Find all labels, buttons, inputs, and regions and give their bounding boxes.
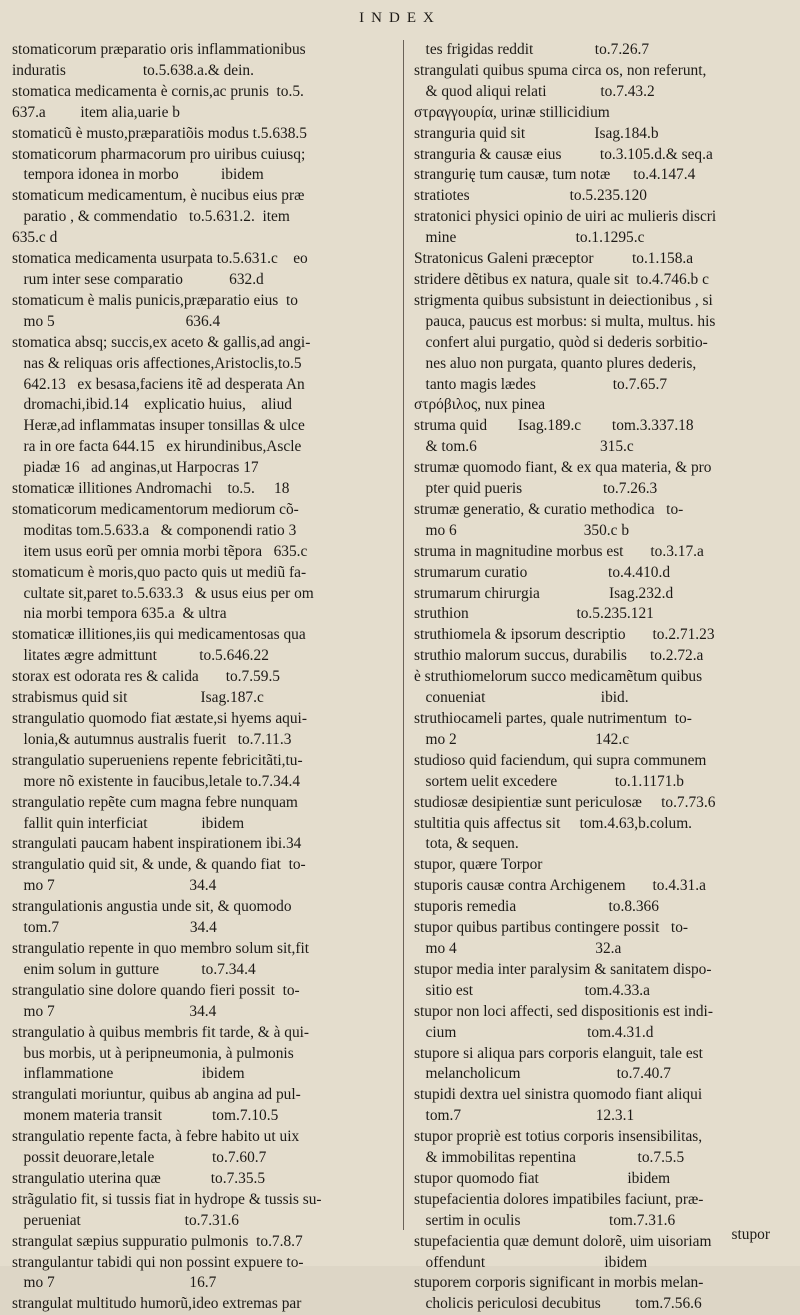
index-line: nas & reliquas oris affectiones,Aristoclis,to.5 [12,354,302,372]
index-line: stridere dẽtibus ex natura, quale sit to.4.746.b c [414,270,709,288]
index-line: strumarum curatio to.4.410.d [414,563,671,581]
index-line: strangulatio uterina quæ to.7.35.5 [12,1169,266,1187]
index-line: stomaticæ illitiones,iis qui medicamentosas qua [12,626,306,644]
index-line: stupefacientia dolores impatibiles faciunt, præ- [414,1190,704,1208]
index-line: struthiocameli partes, quale nutrimentum to- [414,710,692,727]
index-line: storax est odorata res & calida to.7.59.5 [12,668,280,686]
index-line: mo 2 142.c [414,730,630,748]
index-line: stomaticorum pharmacorum pro uiribus cuiusq; [12,145,306,163]
index-line: strangulati moriuntur, quibus ab angina ad pul- [12,1086,301,1104]
index-line: litates ægre admittunt to.5.646.22 [12,647,269,665]
index-line: studiosæ desipientiæ sunt periculosæ to.7.73.6 [414,793,716,811]
left-column [12,40,396,1315]
index-line: strangulatio quid sit, & unde, & quando fiat to- [12,856,306,874]
index-line: strangulantur tabidi qui non possint expuere to- [12,1253,304,1271]
index-line: mine to.1.1295.c [414,229,645,247]
index-line: stranguria & causæ eius to.3.105.d.& seq.a [414,145,713,163]
index-line: stomaticum è moris,quo pacto quis ut mediũ fa- [12,563,307,581]
index-line: strangulatio repente facta, à febre habito ut uix [12,1128,300,1146]
index-line: tom.7 34.4 [12,919,217,937]
index-line: nia morbi tempora 635.a & ultra [12,605,227,623]
index-line: stratiotes to.5.235.120 [414,187,647,205]
index-line: strangulati quibus spuma circa os, non referunt, [414,61,707,79]
index-line: stomatica medicamenta usurpata to.5.631.c eo [12,250,308,268]
index-line: sitio est tom.4.33.a [414,981,650,999]
index-line: rum inter sese comparatio 632.d [12,270,264,288]
index-line: stomaticum è malis punicis,præparatio eius to [12,291,298,309]
index-line: strabismus quid sit Isag.187.c [12,689,264,707]
index-line: struthio malorum succus, durabilis to.2.72.a [414,647,704,665]
index-line: bus morbis, ut à peripneumonia, à pulmonis [12,1044,294,1062]
index-line: perueniat to.7.31.6 [12,1211,239,1229]
index-line: more nõ existente in faucibus,letale to.7.34.4 [12,772,301,790]
index-line: inflammatione ibidem [12,1065,245,1083]
index-line: cium tom.4.31.d [414,1023,654,1041]
index-line: strangurię tum causæ, tum notæ to.4.147.4 [414,166,696,184]
index-line: stultitia quis affectus sit tom.4.63,b.colum. [414,814,693,832]
index-line: confert alui purgatio, quòd si dederis sorbitio- [414,333,708,351]
index-line: strangulatio repente in quo membro solum sit,fit [12,939,310,957]
index-line: item usus eorũ per omnia morbi tẽpora 635.c [12,542,308,560]
index-line: pauca, paucus est morbus: si multa, multus. his [414,312,716,330]
index-line: struthion to.5.235.121 [414,605,654,623]
index-line: stranguria quid sit Isag.184.b [414,124,659,142]
index-line: stomaticũ è musto,præparatiõis modus t.5.638.5 [12,124,307,142]
index-line: strangulationis angustia unde sit, & quomodo [12,898,292,916]
index-line: pter quid pueris to.7.26.3 [414,480,658,498]
index-line: strigmenta quibus subsistunt in deiectionibus , si [414,291,713,309]
catchword: stupor [731,1226,770,1243]
index-line: & quod aliqui relati to.7.43.2 [414,82,655,100]
index-line: lonia,& autumnus australis fuerit to.7.11.3 [12,730,292,748]
index-line: struma in magnitudine morbus est to.3.17.a [414,542,704,560]
index-line: strangulatio sine dolore quando fieri possit to- [12,981,300,999]
index-line: strangulat sæpius suppuratio pulmonis to.7.8.7 [12,1232,303,1250]
index-columns [0,40,800,1313]
index-line: mo 7 16.7 [12,1274,217,1292]
index-line: tom.7 12.3.1 [414,1107,635,1125]
index-line: stuporem corporis significant in morbis melan- [414,1274,704,1292]
index-line: struma quid Isag.189.c tom.3.337.18 [414,417,694,435]
index-line: stupor quomodo fiat ibidem [414,1169,671,1187]
index-line: 637.a item alia,uarie b [12,103,180,121]
index-line: stupor non loci affecti, sed dispositionis est indi- [414,1002,713,1020]
index-line: strangulat multitudo humorũ,ideo extremas par [12,1295,302,1313]
index-line: στραγγουρία, urinæ stillicidium [414,103,610,121]
index-line: strangulati paucam habent inspirationem ibi.34 [12,835,302,853]
index-line: monem materia transit tom.7.10.5 [12,1107,279,1125]
index-line: stupor quibus partibus contingere possit to- [414,919,689,937]
index-line: tempora idonea in morbo ibidem [12,166,264,184]
index-line: cholicis periculosi decubitus tom.7.56.6 [414,1295,702,1313]
index-line: stupor, quære Torpor [414,856,543,874]
index-line: tes frigidas reddit to.7.26.7 [414,41,650,58]
index-line: piadæ 16 ad anginas,ut Harpocras 17 [12,459,259,477]
index-line: stupor propriè est totius corporis insensibilitas, [414,1128,703,1146]
index-line: Stratonicus Galeni præceptor to.1.158.a [414,250,694,268]
index-line: stupor media inter paralysim & sanitatem dispo- [414,960,712,978]
index-line: melancholicum to.7.40.7 [414,1065,671,1083]
index-line: 642.13 ex besasa,faciens itẽ ad desperata An [12,375,305,393]
index-line: stomatica medicamenta è cornis,ac prunis to.5. [12,82,304,100]
index-line: tota, & sequen. [414,835,519,853]
index-line: strangulatio superueniens repente febricitãti,tu- [12,751,303,769]
index-line: strãgulatio fit, si tussis fiat in hydrope & tussis su- [12,1190,322,1208]
index-line: & immobilitas repentina to.7.5.5 [414,1149,685,1167]
running-head: INDEX [359,10,441,26]
index-line: strumæ generatio, & curatio methodica to- [414,500,684,518]
index-line: sortem uelit excedere to.1.1171.b [414,772,684,790]
index-line: mo 6 350.c b [414,521,630,539]
index-line: stomaticorum præparatio oris inflammationibus [12,41,306,58]
index-line: tanto magis lædes to.7.65.7 [414,375,668,393]
index-line: mo 7 34.4 [12,877,217,895]
index-line: nes aluo non purgata, quanto plures dederis, [414,354,697,372]
index-line: stomaticorum medicamentorum mediorum cõ- [12,500,299,518]
index-line: strumæ quomodo fiant, & ex qua materia, & pro [414,459,712,477]
index-line: paratio , & commendatio to.5.631.2. item [12,208,290,226]
index-line: stupefacientia quæ demunt dolorẽ, uim uisoriam [414,1232,712,1250]
index-line: strangulatio à quibus membris fit tarde, & à qui- [12,1023,310,1041]
index-line: è struthiomelorum succo medicamẽtum quibus [414,668,703,686]
index-line: stuporis remedia to.8.366 [414,898,659,916]
index-line: sertim in oculis tom.7.31.6 [414,1211,676,1229]
index-line: 635.c d [12,229,58,247]
index-line: stupidi dextra uel sinistra quomodo fiant aliqui [414,1086,703,1104]
index-line: stratonici physici opinio de uiri ac mulieris discri [414,208,717,226]
index-line: offendunt ibidem [414,1253,648,1271]
index-line: stomaticæ illitiones Andromachi to.5. 18 [12,480,290,498]
index-line: stomaticum medicamentum, è nucibus eius præ [12,187,305,205]
index-line: stupore si aliqua pars corporis elanguit, tale est [414,1044,703,1062]
index-line: struthiomela & ipsorum descriptio to.2.71.23 [414,626,715,644]
index-line: & tom.6 315.c [414,438,634,456]
index-line: ra in ore facta 644.15 ex hirundinibus,Ascle [12,438,302,456]
index-line: στρόβιλος, nux pinea [414,396,546,414]
index-line: strangulatio repẽte cum magna febre nunquam [12,793,298,811]
index-line: Heræ,ad inflammatas insuper tonsillas & ulce [12,417,305,435]
index-line: stuporis causæ contra Archigenem to.4.31.a [414,877,706,895]
index-line: fallit quin interficiat ibidem [12,814,245,832]
index-line: studioso quid faciendum, qui supra communem [414,751,707,769]
index-line: conueniat ibid. [414,689,629,707]
index-line: mo 4 32.a [414,939,622,957]
index-line: dromachi,ibid.14 explicatio huius, aliud [12,396,292,414]
index-line: strangulatio quomodo fiat æstate,si hyems aqui- [12,710,307,727]
right-column [414,40,786,1315]
index-line: mo 5 636.4 [12,312,221,330]
index-line: cultate sit,paret to.5.633.3 & usus eius per om [12,584,314,602]
index-line: possit deuorare,letale to.7.60.7 [12,1149,267,1167]
index-line: mo 7 34.4 [12,1002,217,1020]
index-line: stomatica absq; succis,ex aceto & gallis,ad angi- [12,333,311,351]
index-line: moditas tom.5.633.a & componendi ratio 3 [12,521,297,539]
index-line: strumarum chirurgia Isag.232.d [414,584,674,602]
index-line: induratis to.5.638.a.& dein. [12,61,254,79]
index-line: enim solum in gutture to.7.34.4 [12,960,256,978]
